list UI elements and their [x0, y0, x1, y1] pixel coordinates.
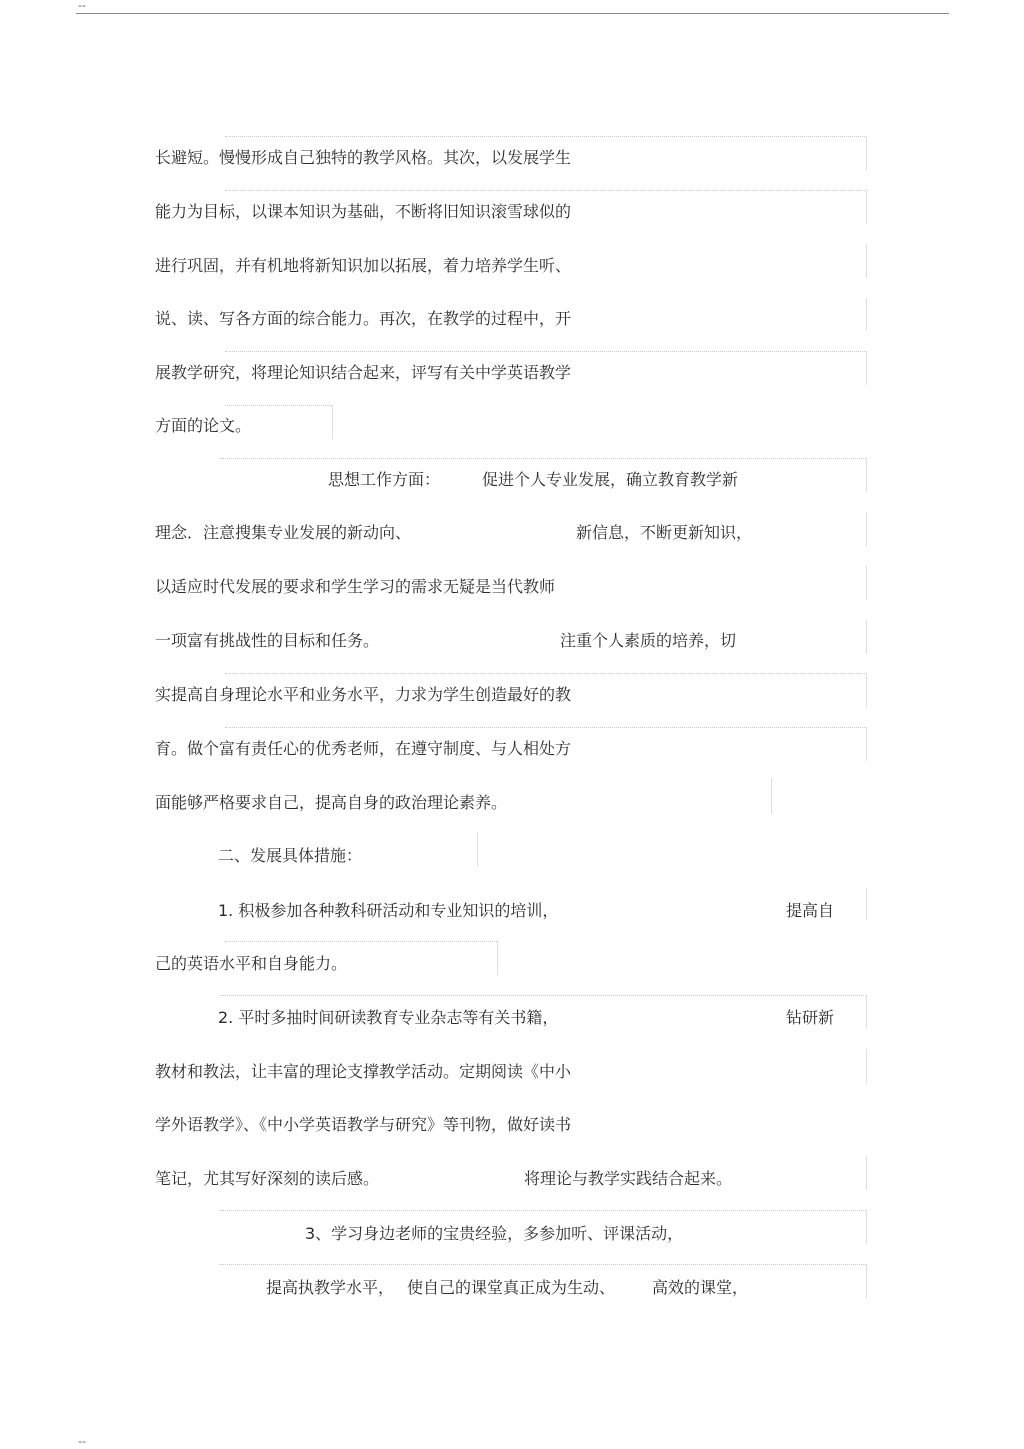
section-heading: 二、发展具体措施：	[218, 846, 363, 865]
list-item: 笔记，尤其写好深刻的读后感。	[155, 1169, 380, 1188]
header-rule	[76, 13, 949, 14]
list-item: 己的英语水平和自身能力。	[155, 954, 348, 973]
table-rule	[866, 673, 867, 707]
list-item: 学外语教学》、《中小学英语教学与研究》等刊物，做好读书	[155, 1115, 572, 1134]
list-item: 使自己的课堂真正成为生动、	[407, 1278, 616, 1297]
body-line: 长避短。慢慢形成自己独特的教学风格。其次，以发展学生	[155, 148, 572, 167]
list-item: 将理论与教学实践结合起来。	[524, 1169, 733, 1188]
table-rule	[225, 941, 497, 942]
table-rule	[866, 995, 867, 1029]
table-rule	[225, 673, 867, 674]
body-line: 注重个人素质的培养，切	[560, 631, 737, 650]
section-label: 思想工作方面：	[328, 470, 441, 489]
list-item: 2. 平时多抽时间研读教育专业杂志等有关书籍，	[218, 1008, 559, 1027]
body-line: 方面的论文。	[155, 416, 252, 435]
table-rule	[477, 832, 478, 866]
body-line: 新信息，不断更新知识，	[576, 523, 753, 542]
table-rule	[225, 727, 867, 728]
body-line: 进行巩固，并有机地将新知识加以拓展，着力培养学生听、	[155, 256, 572, 275]
table-rule	[225, 136, 867, 137]
table-rule	[220, 995, 866, 996]
table-rule	[225, 190, 867, 191]
table-rule	[771, 778, 772, 814]
table-rule	[866, 458, 867, 492]
list-item: 提高执教学水平，	[266, 1278, 395, 1297]
body-line: 实提高自身理论水平和业务水平，力求为学生创造最好的教	[155, 685, 572, 704]
table-rule	[866, 244, 867, 278]
table-rule	[866, 566, 867, 600]
list-item: 提高自	[786, 901, 835, 920]
table-rule	[866, 1156, 867, 1190]
table-rule	[866, 190, 867, 224]
table-rule	[866, 351, 867, 385]
table-rule	[866, 136, 867, 170]
table-rule	[220, 1264, 866, 1265]
table-rule	[220, 458, 866, 459]
body-line: 促进个人专业发展，确立教育教学新	[482, 470, 739, 489]
table-rule	[225, 351, 867, 352]
table-rule	[220, 1210, 866, 1211]
list-item: 钻研新	[786, 1008, 835, 1027]
list-item: 1. 积极参加各种教科研活动和专业知识的培训，	[218, 901, 559, 920]
body-line: 理念．注意搜集专业发展的新动向、	[155, 523, 412, 542]
body-line: 一项富有挑战性的目标和任务。	[155, 631, 380, 650]
footer-mark: --	[78, 1435, 86, 1448]
table-rule	[866, 888, 867, 920]
list-item: 高效的课堂，	[652, 1278, 749, 1297]
body-line: 育。做个富有责任心的优秀老师，在遵守制度、与人相处方	[155, 739, 572, 758]
body-line: 以适应时代发展的要求和学生学习的需求无疑是当代教师	[155, 577, 556, 596]
list-item: 3、学习身边老师的宝贵经验，多参加听、评课活动，	[305, 1224, 684, 1243]
table-rule	[866, 512, 867, 546]
table-rule	[866, 1049, 867, 1083]
body-line: 能力为目标，以课本知识为基础，不断将旧知识滚雪球似的	[155, 202, 572, 221]
table-rule	[866, 1264, 867, 1298]
table-rule	[225, 405, 332, 406]
table-rule	[332, 405, 333, 439]
table-rule	[497, 941, 498, 975]
table-rule	[866, 1210, 867, 1244]
body-line: 展教学研究，将理论知识结合起来，评写有关中学英语教学	[155, 363, 572, 382]
list-item: 教材和教法，让丰富的理论支撑教学活动。定期阅读《中小	[155, 1062, 572, 1081]
body-line: 说、读、写各方面的综合能力。再次，在教学的过程中，开	[155, 309, 572, 328]
table-rule	[866, 298, 867, 330]
table-rule	[866, 620, 867, 654]
table-rule	[866, 727, 867, 761]
header-mark: --	[78, 0, 86, 12]
body-line: 面能够严格要求自己，提高自身的政治理论素养。	[155, 793, 508, 812]
